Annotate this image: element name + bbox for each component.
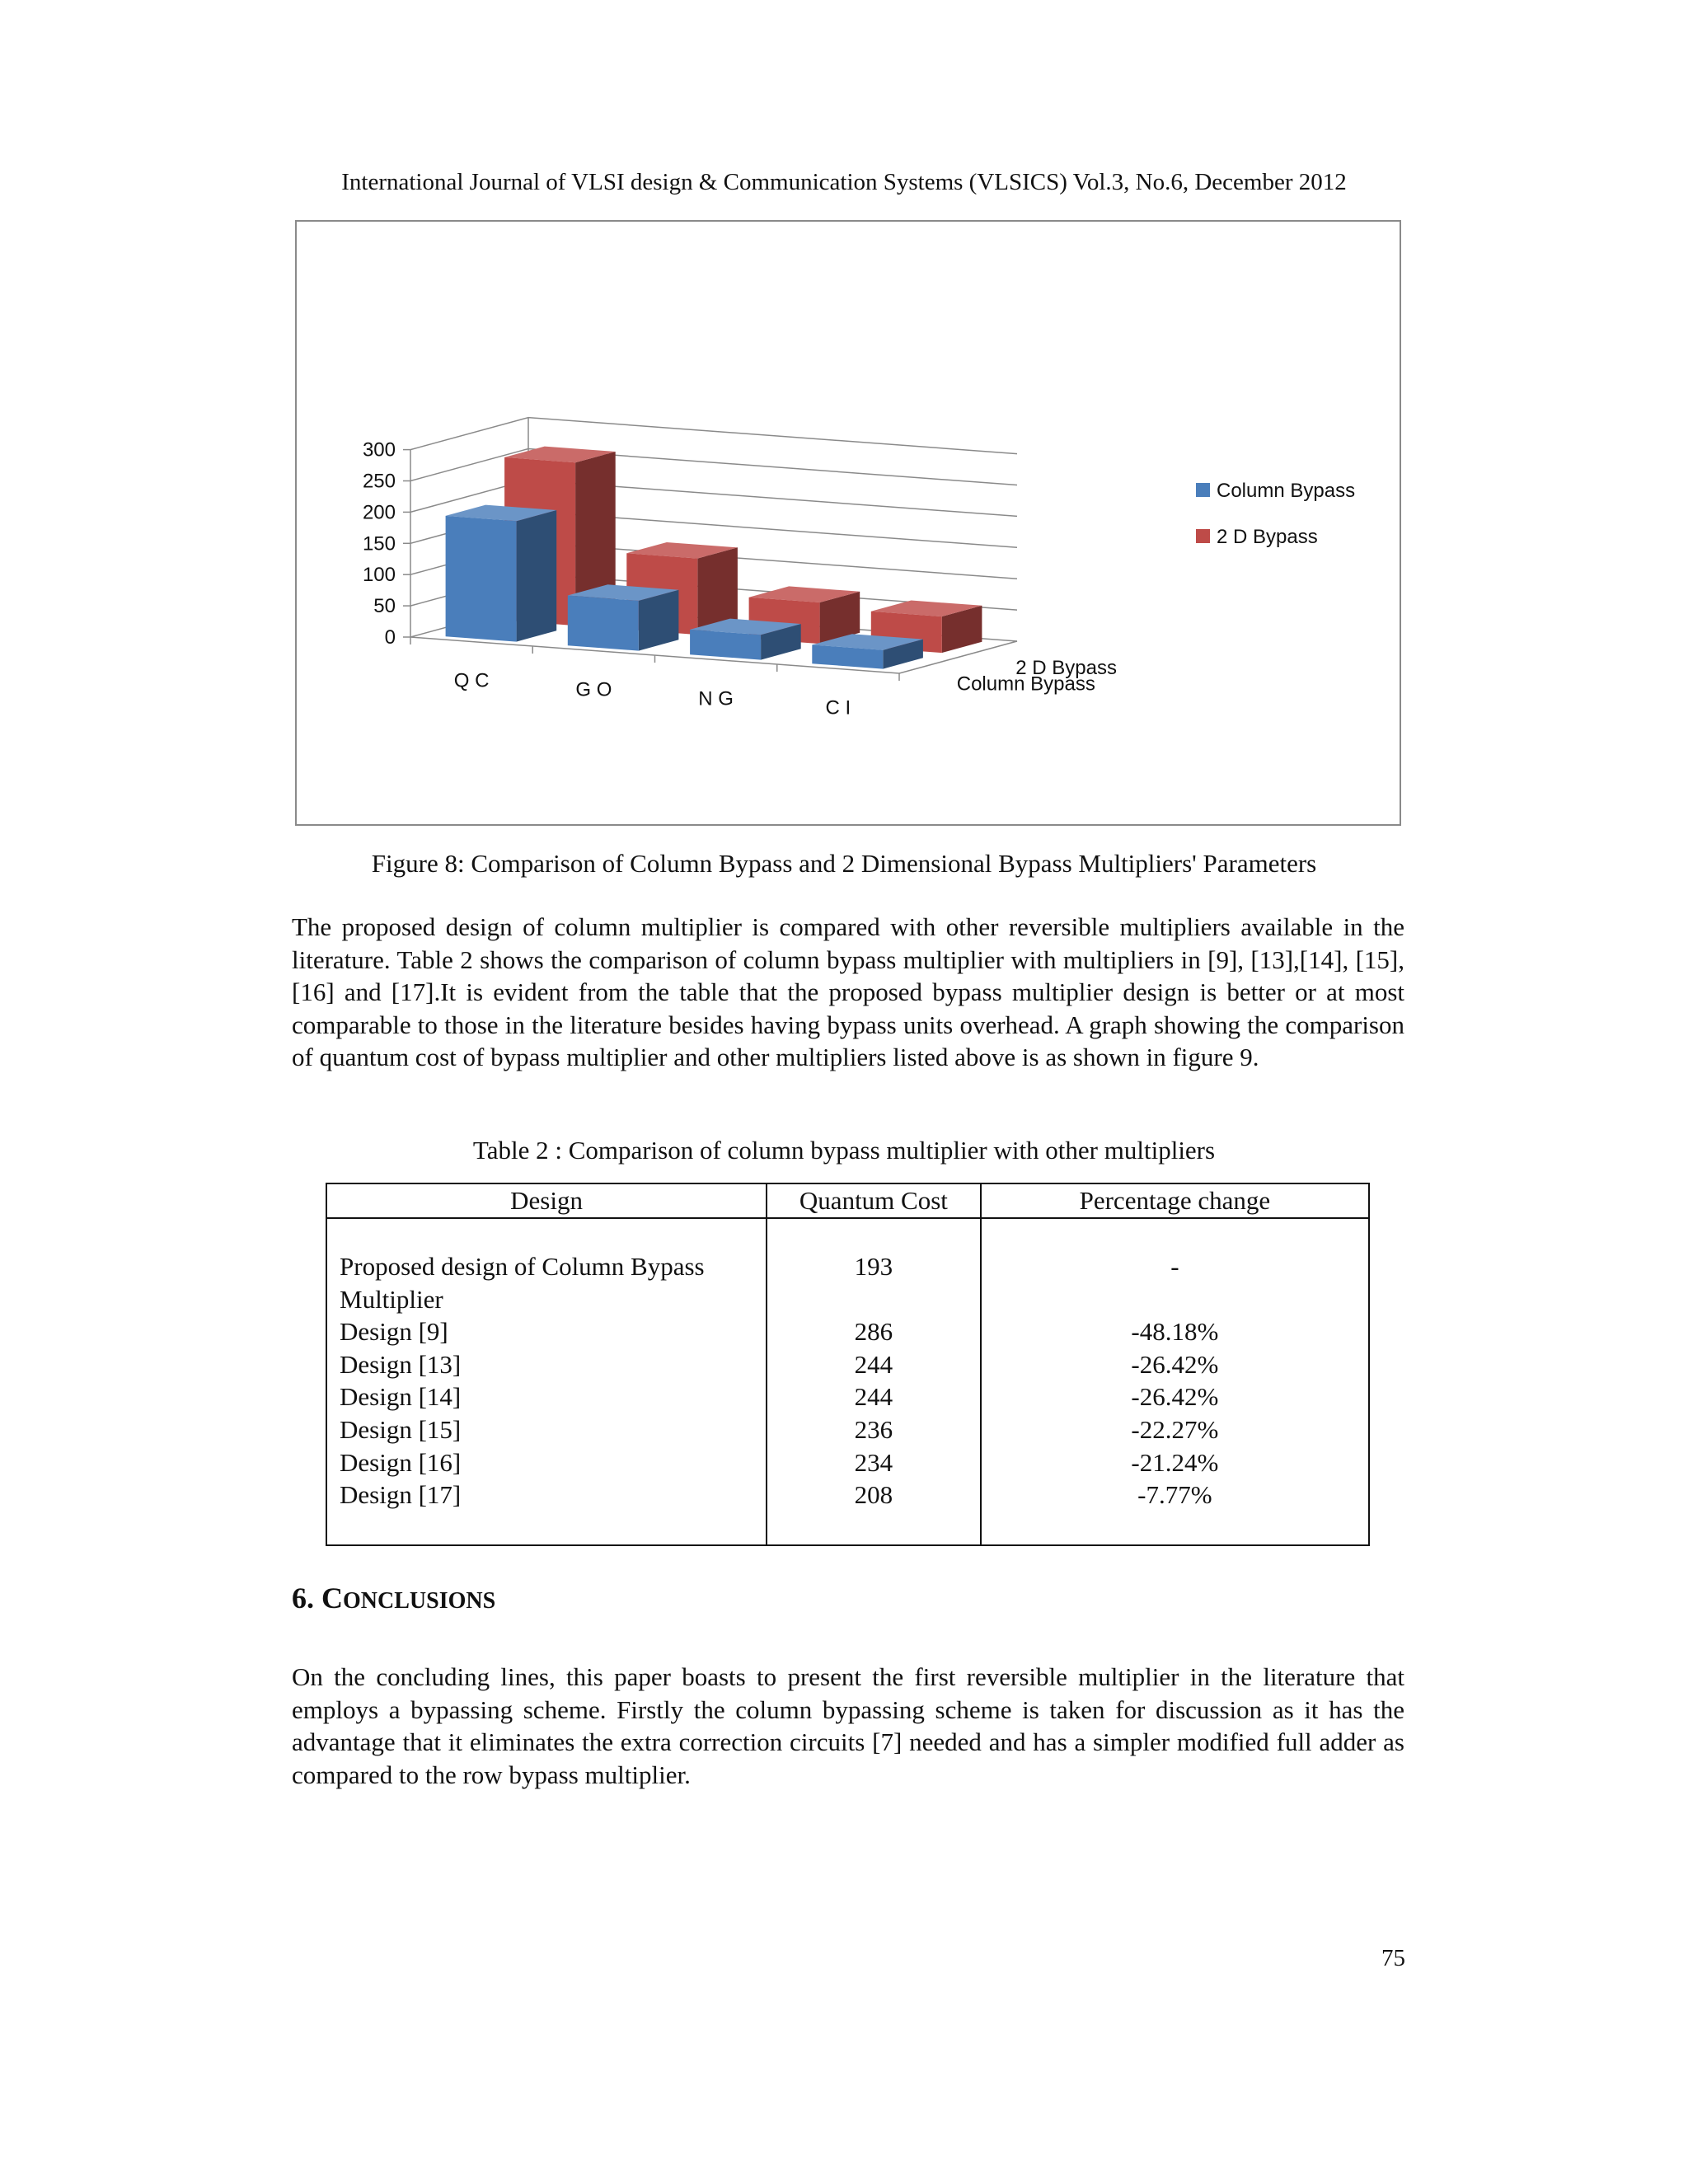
y-tick-label: 250: [362, 470, 396, 493]
table-cell: Design [15]: [340, 1414, 462, 1444]
table-cell: -21.24%: [1131, 1447, 1219, 1477]
table-cell: Proposed design of Column Bypass Multiplier: [340, 1252, 705, 1314]
x-tick-label: Q C: [453, 669, 490, 692]
bar: [446, 516, 517, 642]
y-tick-label: 300: [362, 438, 396, 462]
table-column-quantum-cost: [767, 1218, 981, 1545]
y-tick-label: 0: [384, 626, 396, 649]
section-number: 6.: [292, 1582, 314, 1615]
legend-label: Column Bypass: [1217, 480, 1356, 502]
table-cell: Design [16]: [340, 1447, 462, 1477]
table-column-design: [326, 1218, 767, 1545]
page-number: 75: [1381, 1945, 1405, 1971]
table-cell: -: [1170, 1252, 1179, 1281]
legend-swatch: [1196, 483, 1210, 497]
table-cell: 244: [854, 1382, 893, 1412]
table-cell: 286: [854, 1317, 893, 1347]
y-tick-label: 150: [362, 532, 396, 555]
bar: [568, 596, 639, 651]
figure-caption: Figure 8: Comparison of Column Bypass and 2 Dimensional Bypass Multipliers' Parameters: [371, 849, 1317, 878]
table-cell: 208: [854, 1480, 893, 1510]
x-tick-label: N G: [698, 687, 734, 710]
section-initial: C: [321, 1582, 343, 1615]
table-cell: Design [17]: [340, 1480, 462, 1510]
table-cell: 236: [854, 1414, 893, 1444]
running-header: International Journal of VLSI design & Communication Systems (VLSICS) Vol.3, No.6, December 2012: [341, 169, 1347, 195]
gridline: [410, 449, 1017, 485]
bar-chart-3d: [295, 220, 1401, 826]
depth-axis-label: Column Bypass: [956, 673, 1095, 696]
bar-side: [517, 510, 557, 642]
bar: [690, 630, 761, 660]
section-heading-conclusions: [292, 1581, 495, 1615]
x-tick-label: C I: [825, 696, 851, 719]
table-cell: Design [13]: [340, 1349, 462, 1379]
comparison-table: [326, 1183, 1370, 1546]
table-cell: -48.18%: [1131, 1317, 1219, 1347]
table-cell: 193: [854, 1252, 893, 1281]
table-cell: Design [14]: [340, 1382, 462, 1412]
gridline: [410, 418, 1017, 454]
table-cell: -26.42%: [1131, 1349, 1219, 1379]
body-paragraph-1: The proposed design of column multiplier is compared with other reversible multipliers available in the literature. Table 2 shows the comparison of column bypass multiplier with multipliers in [9], [13],[14], [15], [16] and [17].It is evident from the table that the proposed bypass multiplier design is better or at most comparable to those in the literature besides having bypass units overhead. A graph showing the comparison of quantum cost of bypass multiplier and other multipliers listed above is as shown in figure 9.: [292, 912, 1404, 1071]
table-cell: Design [9]: [340, 1317, 448, 1347]
legend-swatch: [1196, 529, 1210, 543]
y-tick-label: 100: [362, 564, 396, 587]
x-tick-label: G O: [575, 678, 612, 701]
section-title-rest: ONCLUSIONS: [343, 1588, 496, 1614]
table-cell: 244: [854, 1349, 893, 1379]
depth-axis-label: 2 D Bypass: [1015, 656, 1117, 679]
y-tick-label: 200: [362, 501, 396, 524]
body-paragraph-2: On the concluding lines, this paper boasts to present the first reversible multiplier in the literature that employs a bypassing scheme. Firstly the column bypassing scheme is taken for discussion as it has the advantage that it eliminates the extra correction circuits [7] needed and has a simpler modified full adder as compared to the row bypass multiplier.: [292, 1662, 1404, 1789]
table-header-design: Design: [326, 1183, 767, 1218]
table-cell: -22.27%: [1131, 1414, 1219, 1444]
table-cell: -7.77%: [1137, 1480, 1212, 1510]
table-cell: 234: [854, 1447, 893, 1477]
table-column-percentage-change: [981, 1218, 1369, 1545]
y-tick-label: 50: [373, 595, 396, 618]
table-cell: -26.42%: [1131, 1382, 1219, 1412]
table-header-percentage-change: Percentage change: [981, 1183, 1369, 1218]
table-caption: Table 2 : Comparison of column bypass multiplier with other multipliers: [472, 1136, 1216, 1165]
table-header-quantum-cost: Quantum Cost: [767, 1183, 981, 1218]
legend-label: 2 D Bypass: [1217, 526, 1318, 548]
